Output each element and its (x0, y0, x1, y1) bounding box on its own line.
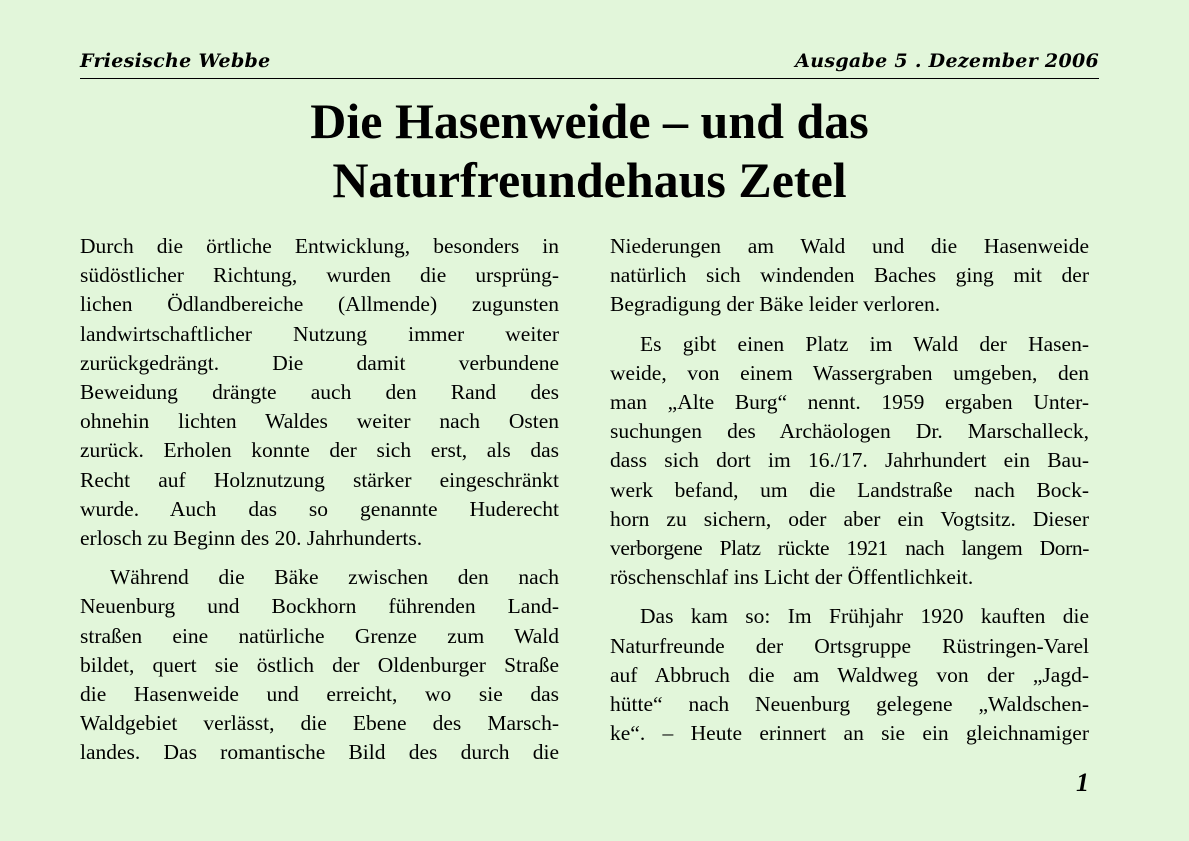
text-line: hütte“ nach Neuenburg gelegene „Waldschen- (610, 692, 1089, 717)
text-line: Recht auf Holznutzung stärker eingeschränkt (80, 467, 559, 492)
page-header (80, 46, 1099, 79)
text-line: ke“. – Heute erinnert an sie ein gleichnamiger (610, 721, 1089, 746)
article-title-line: Naturfreundehaus Zetel (332, 152, 847, 208)
text-line: landes. Das romantische Bild des durch die (80, 740, 559, 765)
text-line: Begradigung der Bäke leider verloren. (610, 292, 941, 317)
paragraph (610, 602, 1089, 748)
article-title-line: Die Hasenweide – und das (310, 93, 869, 149)
page-number: 1 (1076, 768, 1089, 797)
text-line: wurde. Auch das so genannte Huderecht (80, 496, 559, 521)
text-line: Durch die örtliche Entwicklung, besonders in (80, 234, 559, 258)
text-line: lichen Ödlandbereiche (Allmende) zugunsten (80, 292, 559, 317)
article-title (80, 92, 1099, 210)
text-line: werk befand, um die Landstraße nach Bock- (610, 477, 1089, 502)
text-line: suchungen des Archäologen Dr. Marschalleck, (610, 419, 1089, 444)
text-line: die Hasenweide und erreicht, wo sie das (80, 682, 559, 707)
text-line: dass sich dort im 16./17. Jahrhundert ein Bau- (610, 448, 1089, 473)
text-line: zurückgedrängt. Die damit verbundene (80, 350, 559, 375)
text-line: verborgene Platz rückte 1921 nach langem Dorn- (610, 536, 1089, 561)
text-line: Naturfreunde der Ortsgruppe Rüstringen-Varel (610, 633, 1089, 658)
text-line: Während die Bäke zwischen den nach (110, 565, 559, 590)
text-line: Beweidung drängte auch den Rand des (80, 380, 559, 405)
paragraph (80, 563, 559, 767)
text-line: Das kam so: Im Frühjahr 1920 kauften die (640, 604, 1089, 629)
text-line: straßen eine natürliche Grenze zum Wald (80, 623, 559, 648)
text-line: man „Alte Burg“ nennt. 1959 ergaben Unter- (610, 390, 1089, 415)
paragraph (80, 232, 559, 553)
text-line: südöstlicher Richtung, wurden die ursprüng- (80, 263, 559, 288)
text-line: bildet, quert sie östlich der Oldenburger Straße (80, 652, 559, 677)
left-column (80, 232, 559, 778)
right-column (610, 232, 1089, 758)
paragraph (610, 330, 1089, 593)
text-line: Es gibt einen Platz im Wald der Hasen- (640, 331, 1089, 356)
text-line: landwirtschaftlicher Nutzung immer weiter (80, 321, 559, 346)
text-line: natürlich sich windenden Baches ging mit der (610, 263, 1089, 288)
text-line: Neuenburg und Bockhorn führenden Land- (80, 594, 559, 619)
text-line: horn zu sichern, oder aber ein Vogtsitz. Dieser (610, 506, 1089, 531)
text-line: ohnehin lichten Waldes weiter nach Osten (80, 409, 559, 434)
publication-name: Friesische Webbe (80, 50, 271, 72)
text-line: erlosch zu Beginn des 20. Jahrhunderts. (80, 526, 423, 551)
text-line: röschenschlaf ins Licht der Öffentlichkeit. (610, 565, 974, 590)
paragraph (610, 232, 1089, 320)
text-line: Waldgebiet verlässt, die Ebene des Marsch- (80, 711, 559, 736)
text-line: auf Abbruch die am Waldweg von der „Jagd- (610, 662, 1089, 687)
text-line: zurück. Erholen konnte der sich erst, als das (80, 438, 559, 463)
text-line: Niederungen am Wald und die Hasenweide (610, 234, 1089, 258)
issue-date: Ausgabe 5 . Dezember 2006 (795, 50, 1099, 72)
text-line: weide, von einem Wassergraben umgeben, den (610, 360, 1089, 385)
